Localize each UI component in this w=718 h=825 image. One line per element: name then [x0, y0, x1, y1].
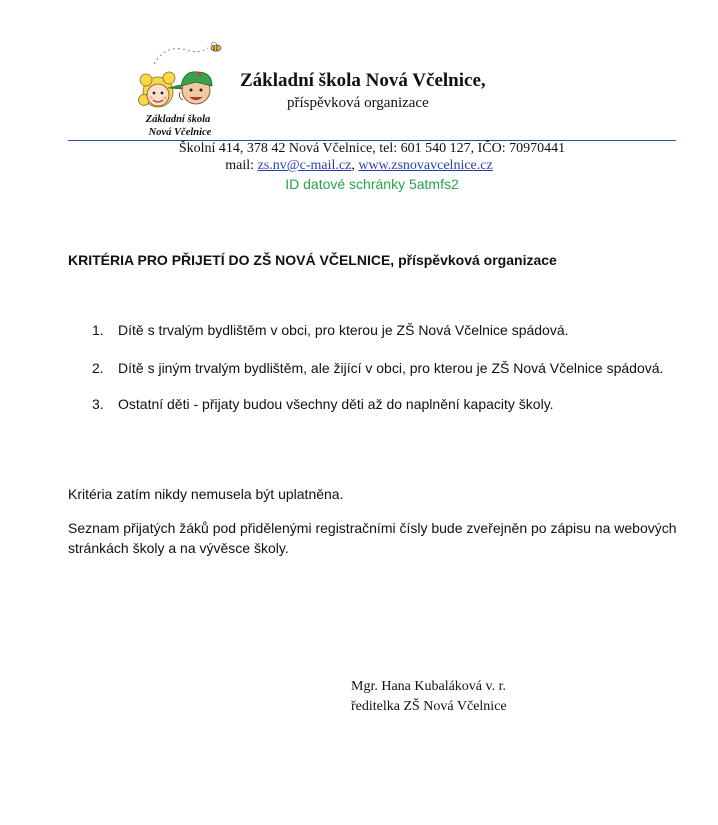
address-line — [0, 141, 718, 157]
svg-text:Základní škola: Základní škola — [145, 114, 211, 125]
school-logo — [136, 42, 236, 138]
signature-name: Mgr. Hana Kubaláková v. r. — [351, 679, 506, 694]
website-link[interactable]: www.zsnovavcelnice.cz — [358, 158, 493, 173]
criteria-text: Ostatní děti - přijaty budou všechny děti až do naplnění kapacity školy. — [118, 396, 554, 412]
signature-role: ředitelka ZŠ Nová Včelnice — [351, 699, 507, 714]
data-box-id: ID datové schránky 5atmfs2 — [285, 176, 459, 192]
document-heading — [68, 252, 557, 268]
criteria-number: 2. — [92, 360, 104, 376]
criteria-number: 1. — [92, 322, 104, 338]
criteria-item — [68, 394, 668, 414]
address-text: Školní 414, 378 42 Nová Včelnice, tel: 601 540 127, IČO: 70970441 — [178, 141, 566, 156]
criteria-item — [68, 320, 668, 340]
heading-rest: příspěvková organizace — [394, 252, 557, 268]
school-name: Základní škola Nová Včelnice, — [240, 70, 486, 91]
email-link[interactable]: zs.nv@c-mail.cz — [257, 158, 352, 173]
mail-label: mail: — [225, 158, 255, 173]
mail-separator: , — [351, 158, 355, 173]
paragraph-criteria-note: Kritéria zatím nikdy nemusela být uplatněna. — [68, 486, 344, 502]
girl-figure-icon — [139, 72, 176, 107]
bee-icon — [211, 42, 221, 51]
signature-block — [351, 677, 507, 717]
criteria-list — [68, 320, 668, 432]
mail-line — [0, 158, 718, 174]
criteria-text: Dítě s trvalým bydlištěm v obci, pro kterou je ZŠ Nová Včelnice spádová. — [118, 322, 569, 338]
criteria-number: 3. — [92, 396, 104, 412]
criteria-item — [68, 358, 668, 378]
heading-bold: KRITÉRIA PRO PŘIJETÍ DO ZŠ NOVÁ VČELNICE, — [68, 252, 395, 268]
school-subtitle: příspěvková organizace — [287, 95, 429, 111]
criteria-text: Dítě s jiným trvalým bydlištěm, ale žijící v obci, pro kterou je ZŠ Nová Včelnice spádová. — [118, 360, 664, 376]
svg-text:Nová Včelnice: Nová Včelnice — [148, 127, 212, 138]
paragraph-publication-note: Seznam přijatých žáků pod přidělenými registračními čísly bude zveřejněn po zápisu na webových stránkách školy a na vývěsce školy. — [68, 520, 677, 556]
